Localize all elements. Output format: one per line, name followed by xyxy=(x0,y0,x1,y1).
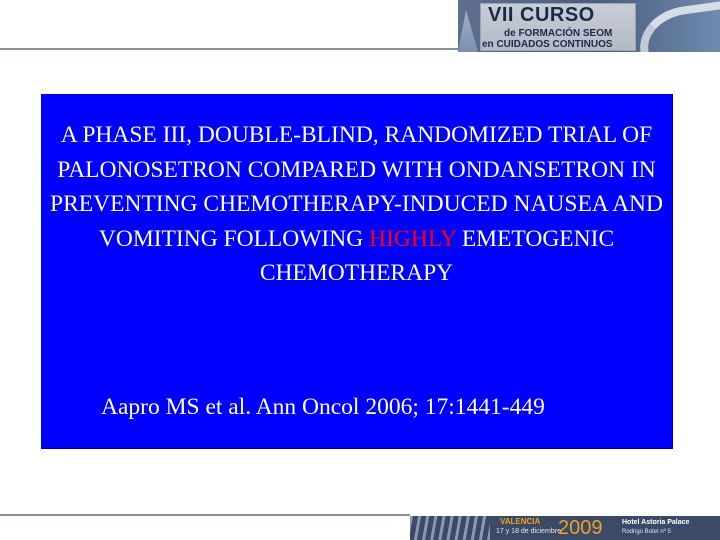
banner-subtitle: de FORMACIÓN SEOM xyxy=(504,28,613,39)
banner-subtitle-2: en CUIDADOS CONTINUOS xyxy=(482,39,613,50)
slide-title-highlight: HIGHLY xyxy=(369,225,456,252)
footer-pattern xyxy=(410,516,490,540)
footer-dates: 17 y 18 de diciembre xyxy=(496,528,561,535)
footer-city: VALENCIA xyxy=(500,517,541,526)
footer-venue: Hotel Astoria Palace xyxy=(622,519,690,526)
slide-title-text: A PHASE III, DOUBLE-BLIND, RANDOMIZED TRIAL OF PALONOSETRON COMPARED WITH ONDANSETRON IN PREVENTING CHEMOTHERAPY-INDUCED NAUSEA AND VOMITING FOLLOWING xyxy=(50,122,663,252)
slide-content-panel xyxy=(41,94,673,449)
banner-decoration xyxy=(458,10,478,52)
slide-citation: Aapro MS et al. Ann Oncol 2006; 17:1441-449 xyxy=(101,394,545,420)
slide-title-text-end: EMETOGENIC CHEMOTHERAPY xyxy=(259,225,615,286)
event-footer xyxy=(410,516,720,540)
footer-divider xyxy=(0,514,410,516)
course-banner xyxy=(458,0,720,52)
header-divider xyxy=(0,48,458,50)
footer-year: 2009 xyxy=(558,517,603,539)
building-arch-graphic xyxy=(635,0,720,52)
slide-title xyxy=(41,118,672,291)
footer-address: Rodrigo Botet nº 5 xyxy=(622,529,671,535)
banner-title: VII CURSO xyxy=(488,4,595,26)
